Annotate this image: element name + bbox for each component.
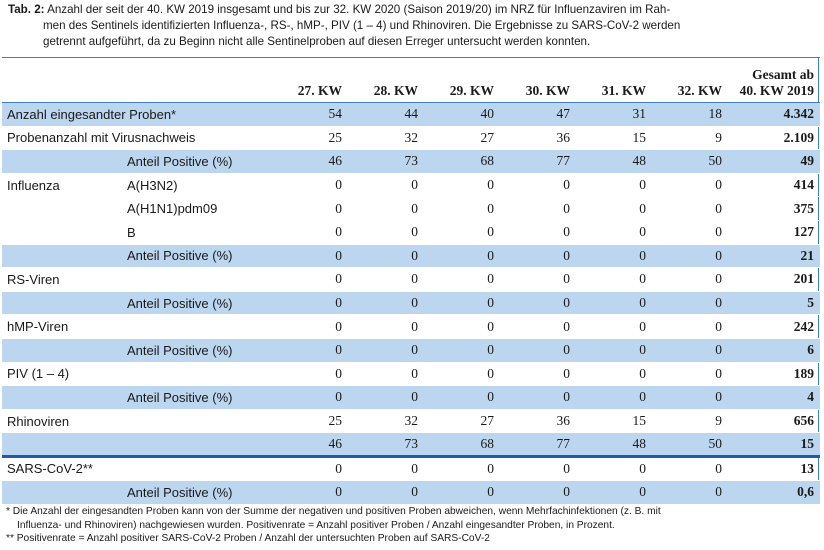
table-cell: 48: [576, 433, 652, 457]
table-row: [2, 433, 820, 457]
table-row: [2, 244, 820, 268]
total-cell: 49: [728, 150, 820, 174]
row-sublabel: B: [122, 220, 272, 244]
table-cell: 0: [576, 338, 652, 362]
total-cell: 0,6: [728, 480, 820, 504]
table-cell: 0: [576, 220, 652, 244]
table-cell: 40: [424, 103, 500, 127]
row-sublabel: Anteil Positive (%): [122, 480, 272, 504]
total-cell: 4.342: [728, 103, 820, 127]
total-cell: 5: [728, 291, 820, 315]
row-label: [2, 150, 122, 174]
total-cell: 242: [728, 315, 820, 339]
table-cell: 0: [652, 386, 728, 410]
table-cell: 0: [652, 456, 728, 480]
total-cell: 414: [728, 173, 820, 197]
table-row: [2, 480, 820, 504]
data-table: [2, 57, 820, 504]
row-label: [2, 338, 122, 362]
table-cell: 0: [272, 244, 348, 268]
table-cell: 9: [652, 409, 728, 433]
table-cell: 68: [424, 150, 500, 174]
table-cell: 0: [272, 362, 348, 386]
row-sublabel: Anteil Positive (%): [122, 244, 272, 268]
table-cell: 0: [424, 338, 500, 362]
table-cell: 0: [576, 362, 652, 386]
row-sublabel: [122, 362, 272, 386]
table-cell: 46: [272, 433, 348, 457]
table-cell: 0: [424, 456, 500, 480]
table-cell: 0: [272, 197, 348, 221]
table-row: [2, 197, 820, 221]
table-cell: 15: [576, 126, 652, 150]
table-cell: 0: [576, 456, 652, 480]
table-row: [2, 338, 820, 362]
table-cell: 0: [576, 173, 652, 197]
table-cell: 0: [348, 173, 424, 197]
column-header-total: Gesamt ab 40. KW 2019: [728, 58, 820, 103]
table-cell: 0: [424, 268, 500, 292]
table-cell: 73: [348, 150, 424, 174]
table-cell: 0: [424, 244, 500, 268]
row-sublabel: Anteil Positive (%): [122, 150, 272, 174]
table-cell: 0: [348, 362, 424, 386]
table-cell: 0: [652, 338, 728, 362]
table-cell: 0: [576, 386, 652, 410]
table-row: [2, 291, 820, 315]
table-cell: 54: [272, 103, 348, 127]
total-cell: 201: [728, 268, 820, 292]
table-row: [2, 220, 820, 244]
row-label: SARS-CoV-2**: [2, 456, 122, 480]
row-sublabel: [122, 433, 272, 457]
table-cell: 0: [500, 386, 576, 410]
table-cell: 36: [500, 409, 576, 433]
table-cell: 77: [500, 150, 576, 174]
row-label: Anzahl eingesandter Proben*: [2, 103, 272, 127]
table-cell: 36: [500, 126, 576, 150]
row-label: Probenanzahl mit Virusnachweis: [2, 126, 272, 150]
table-row: [2, 409, 820, 433]
row-sublabel: A(H3N2): [122, 173, 272, 197]
column-header-week: 30. KW: [500, 58, 576, 103]
table-cell: 0: [500, 291, 576, 315]
table-cell: 77: [500, 433, 576, 457]
row-label: [2, 433, 122, 457]
row-sublabel: A(H1N1)pdm09: [122, 197, 272, 221]
table-cell: 25: [272, 126, 348, 150]
table-cell: 0: [500, 315, 576, 339]
row-sublabel: [122, 268, 272, 292]
table-cell: 0: [348, 197, 424, 221]
row-label: [2, 244, 122, 268]
table-cell: 0: [576, 244, 652, 268]
total-cell: 4: [728, 386, 820, 410]
row-label: [2, 480, 122, 504]
row-label: [2, 291, 122, 315]
table-cell: 0: [652, 220, 728, 244]
table-cell: 0: [348, 480, 424, 504]
table-body: [2, 103, 820, 504]
total-cell: 21: [728, 244, 820, 268]
table-cell: 0: [576, 315, 652, 339]
table-cell: 0: [424, 480, 500, 504]
footnote-2: ** Positivenrate = Anzahl positiver SARS-CoV-2 Proben / Anzahl der untersuchten Proben auf SARS-CoV-2: [6, 533, 490, 544]
table-caption: [8, 2, 818, 50]
table-cell: 0: [348, 268, 424, 292]
footnotes: [6, 505, 822, 546]
row-sublabel: Anteil Positive (%): [122, 291, 272, 315]
table-cell: 0: [272, 480, 348, 504]
table-cell: 0: [576, 268, 652, 292]
table-cell: 0: [272, 456, 348, 480]
table-cell: 0: [652, 173, 728, 197]
total-cell: 13: [728, 456, 820, 480]
table-cell: 0: [348, 386, 424, 410]
table-cell: 0: [500, 268, 576, 292]
table-row: [2, 268, 820, 292]
table-row: [2, 362, 820, 386]
row-label: RS-Viren: [2, 268, 122, 292]
table-cell: 9: [652, 126, 728, 150]
table-cell: 50: [652, 150, 728, 174]
table-cell: 44: [348, 103, 424, 127]
row-sublabel: Anteil Positive (%): [122, 338, 272, 362]
table-cell: 0: [576, 480, 652, 504]
table-cell: 73: [348, 433, 424, 457]
table-cell: 48: [576, 150, 652, 174]
table-cell: 0: [424, 173, 500, 197]
table-cell: 0: [652, 244, 728, 268]
table-cell: 0: [272, 220, 348, 244]
table-cell: 0: [348, 315, 424, 339]
row-label: Influenza: [2, 173, 122, 197]
row-label: PIV (1 – 4): [2, 362, 122, 386]
caption-line-1: Tab. 2: Anzahl der seit der 40. KW 2019 insgesamt und bis zur 32. KW 2020 (Saison 2019/20) im NRZ für Influenzaviren im Rah-: [8, 3, 671, 16]
row-label: [2, 220, 122, 244]
table-row: [2, 103, 820, 127]
table-cell: 18: [652, 103, 728, 127]
row-sublabel: Anteil Positive (%): [122, 386, 272, 410]
table-cell: 0: [272, 291, 348, 315]
table-cell: 0: [348, 338, 424, 362]
total-cell: 375: [728, 197, 820, 221]
table-cell: 0: [500, 220, 576, 244]
row-sublabel: [122, 456, 272, 480]
caption-label: Tab. 2:: [8, 3, 45, 16]
table-cell: 27: [424, 409, 500, 433]
total-cell: 2.109: [728, 126, 820, 150]
table-cell: 0: [500, 480, 576, 504]
table-cell: 0: [272, 268, 348, 292]
table-cell: 0: [424, 362, 500, 386]
column-header-week: 29. KW: [424, 58, 500, 103]
row-label: [2, 386, 122, 410]
caption-line-2: men des Sentinels identifizierten Influenza-, RS-, hMP-, PIV (1 – 4) und Rhinoviren. Die Ergebnisse zu SARS-CoV-2 werden: [43, 19, 681, 32]
table-cell: 0: [500, 197, 576, 221]
table-cell: 0: [500, 244, 576, 268]
table-cell: 47: [500, 103, 576, 127]
table-cell: 32: [348, 409, 424, 433]
table-cell: 31: [576, 103, 652, 127]
table-cell: 0: [348, 220, 424, 244]
table-cell: 0: [500, 173, 576, 197]
table-row: [2, 456, 820, 480]
table-cell: 68: [424, 433, 500, 457]
row-sublabel: [122, 409, 272, 433]
table-cell: 0: [652, 480, 728, 504]
column-header-week: 28. KW: [348, 58, 424, 103]
table-cell: 0: [500, 338, 576, 362]
row-label: hMP-Viren: [2, 315, 122, 339]
row-sublabel: [122, 315, 272, 339]
table-cell: 0: [500, 456, 576, 480]
table-cell: 0: [652, 315, 728, 339]
footnote-1: * Die Anzahl der eingesandten Proben kann von der Summe der negativen und positiven Proben abweichen, wenn Mehrfachinfektionen (z. B. mit: [6, 506, 661, 517]
table-cell: 50: [652, 433, 728, 457]
column-header-week: 31. KW: [576, 58, 652, 103]
table-cell: 0: [272, 315, 348, 339]
table-cell: 0: [652, 362, 728, 386]
column-header-week: 32. KW: [652, 58, 728, 103]
table-row: [2, 126, 820, 150]
table-cell: 0: [424, 197, 500, 221]
total-cell: 6: [728, 338, 820, 362]
table-cell: 32: [348, 126, 424, 150]
table-cell: 0: [424, 315, 500, 339]
row-label: Rhinoviren: [2, 409, 122, 433]
total-cell: 189: [728, 362, 820, 386]
table-cell: 0: [272, 386, 348, 410]
table-cell: 46: [272, 150, 348, 174]
footnote-1-cont: Influenza- und Rhinoviren) nachgewiesen wurden. Positivenrate = Anzahl positiver Proben / Anzahl eingesandter Proben, in Prozent.: [17, 519, 615, 531]
table-cell: 0: [272, 338, 348, 362]
table-cell: 0: [576, 291, 652, 315]
table-row: [2, 315, 820, 339]
table-cell: 0: [652, 291, 728, 315]
table-cell: 0: [500, 362, 576, 386]
header-row: [2, 58, 820, 103]
table-cell: 0: [652, 197, 728, 221]
table-cell: 0: [348, 244, 424, 268]
table-row: [2, 386, 820, 410]
caption-line-3: getrennt aufgeführt, da zu Beginn nicht alle Sentinelproben auf diesen Erreger untersucht werden konnten.: [43, 35, 591, 48]
total-cell: 656: [728, 409, 820, 433]
table-cell: 0: [348, 456, 424, 480]
table-cell: 27: [424, 126, 500, 150]
table-cell: 0: [424, 386, 500, 410]
table-cell: 25: [272, 409, 348, 433]
row-label: [2, 197, 122, 221]
table-row: [2, 173, 820, 197]
column-header-week: 27. KW: [272, 58, 348, 103]
table-cell: 15: [576, 409, 652, 433]
table-cell: 0: [576, 197, 652, 221]
total-cell: 127: [728, 220, 820, 244]
table-cell: 0: [652, 268, 728, 292]
table-row: [2, 150, 820, 174]
table-cell: 0: [348, 291, 424, 315]
table-cell: 0: [424, 220, 500, 244]
total-cell: 15: [728, 433, 820, 457]
table-cell: 0: [424, 291, 500, 315]
table-cell: 0: [272, 173, 348, 197]
